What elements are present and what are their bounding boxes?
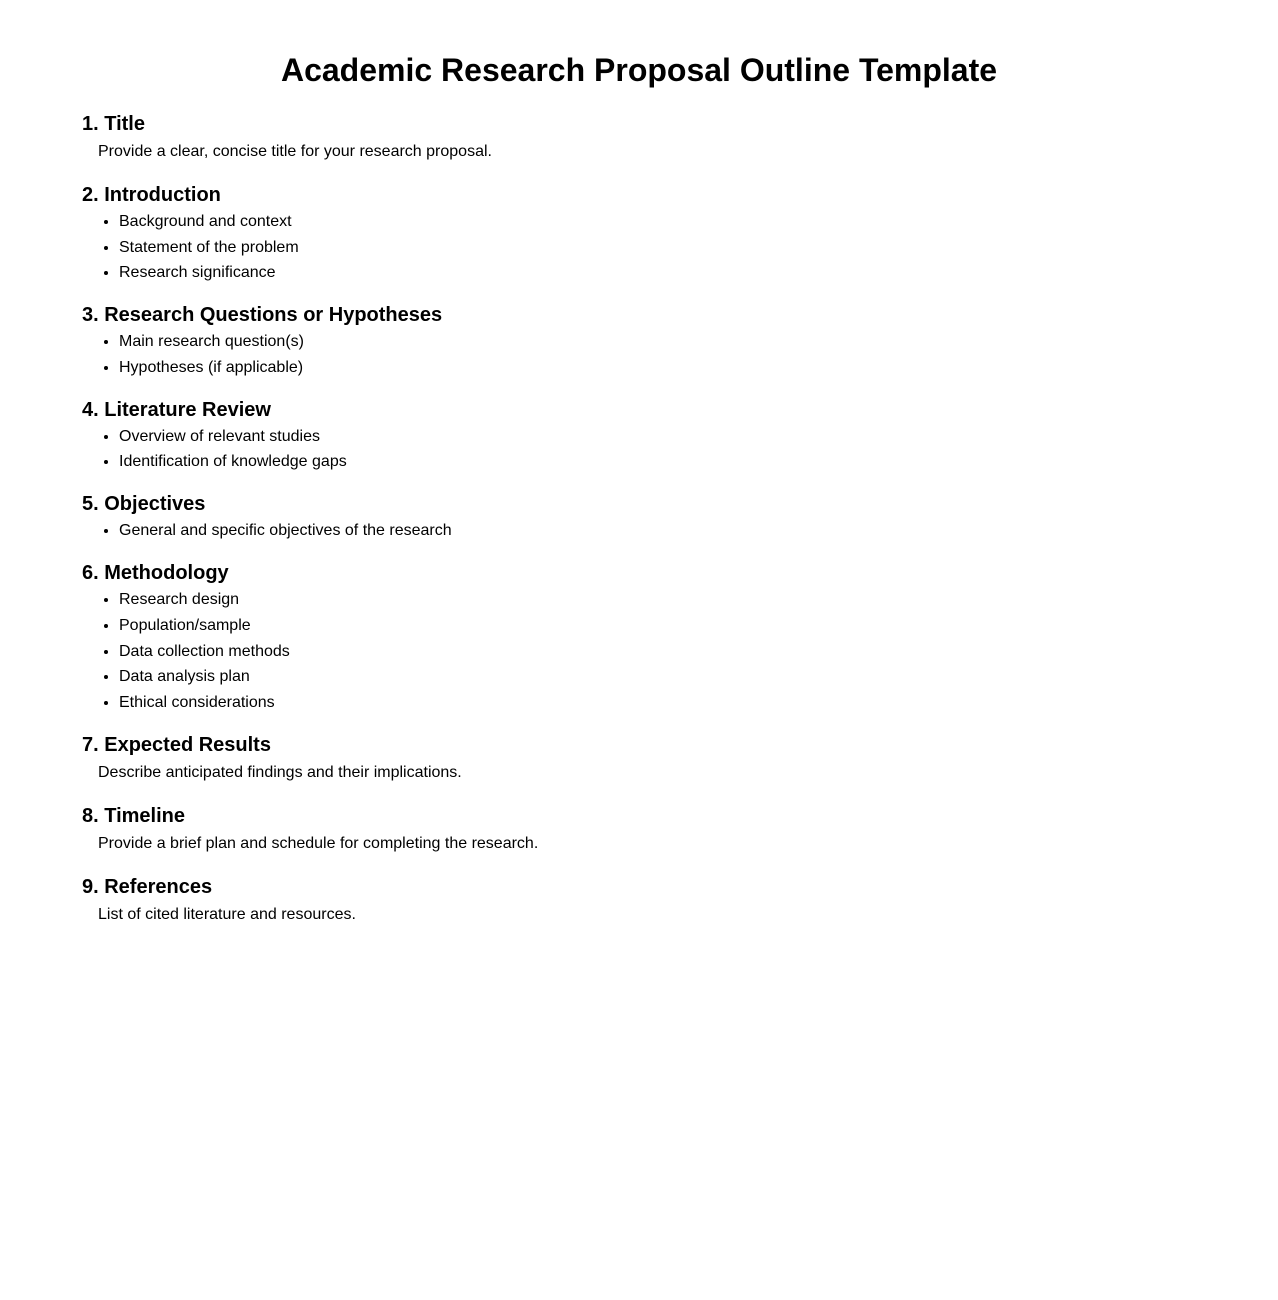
list-item: • Main research question(s) (119, 332, 1196, 352)
section-description: List of cited literature and resources. (98, 905, 356, 923)
section-introduction (82, 183, 1196, 283)
section-heading: 4. Literature Review (82, 398, 271, 421)
section-bullet-list (82, 590, 1196, 712)
section-methodology (82, 561, 1196, 712)
section-heading: 3. Research Questions or Hypotheses (82, 304, 443, 327)
page-title: Academic Research Proposal Outline Template (280, 52, 998, 88)
section-title (82, 112, 1196, 163)
list-item: • General and specific objectives of the research (119, 521, 1196, 541)
section-heading: 2. Introduction (82, 184, 221, 206)
list-item: • Overview of relevant studies (119, 427, 1196, 447)
list-item: • Research significance (119, 263, 1196, 283)
section-expected-results (82, 733, 1196, 784)
outline-sections (82, 112, 1196, 926)
section-heading: 5. Objectives (82, 493, 206, 516)
list-item: • Hypotheses (if applicable) (119, 358, 1196, 378)
section-references (82, 875, 1196, 926)
list-item: • Identification of knowledge gaps (119, 452, 1196, 472)
section-bullet-list (82, 212, 1196, 283)
list-item: • Population/sample (119, 616, 1196, 636)
list-item: • Background and context (119, 212, 1196, 232)
list-item: • Data collection methods (119, 642, 1196, 662)
section-bullet-list (82, 521, 1196, 541)
list-item: • Data analysis plan (119, 667, 1196, 687)
section-heading: 8. Timeline (82, 804, 186, 827)
section-research-questions (82, 303, 1196, 378)
section-heading: 7. Expected Results (82, 733, 271, 756)
section-description: Describe anticipated findings and their implications. (98, 763, 462, 781)
section-bullet-list (82, 332, 1196, 378)
list-item: • Statement of the problem (119, 238, 1196, 258)
section-heading: 9. References (82, 875, 213, 898)
section-description: Provide a clear, concise title for your research proposal. (98, 143, 492, 160)
section-heading: 1. Title (82, 113, 145, 135)
section-bullet-list (82, 427, 1196, 473)
section-literature-review (82, 398, 1196, 473)
list-item: • Ethical considerations (119, 693, 1196, 713)
section-timeline (82, 804, 1196, 855)
section-description: Provide a brief plan and schedule for completing the research. (98, 834, 539, 852)
section-objectives (82, 492, 1196, 541)
list-item: • Research design (119, 590, 1196, 610)
section-heading: 6. Methodology (82, 562, 229, 585)
